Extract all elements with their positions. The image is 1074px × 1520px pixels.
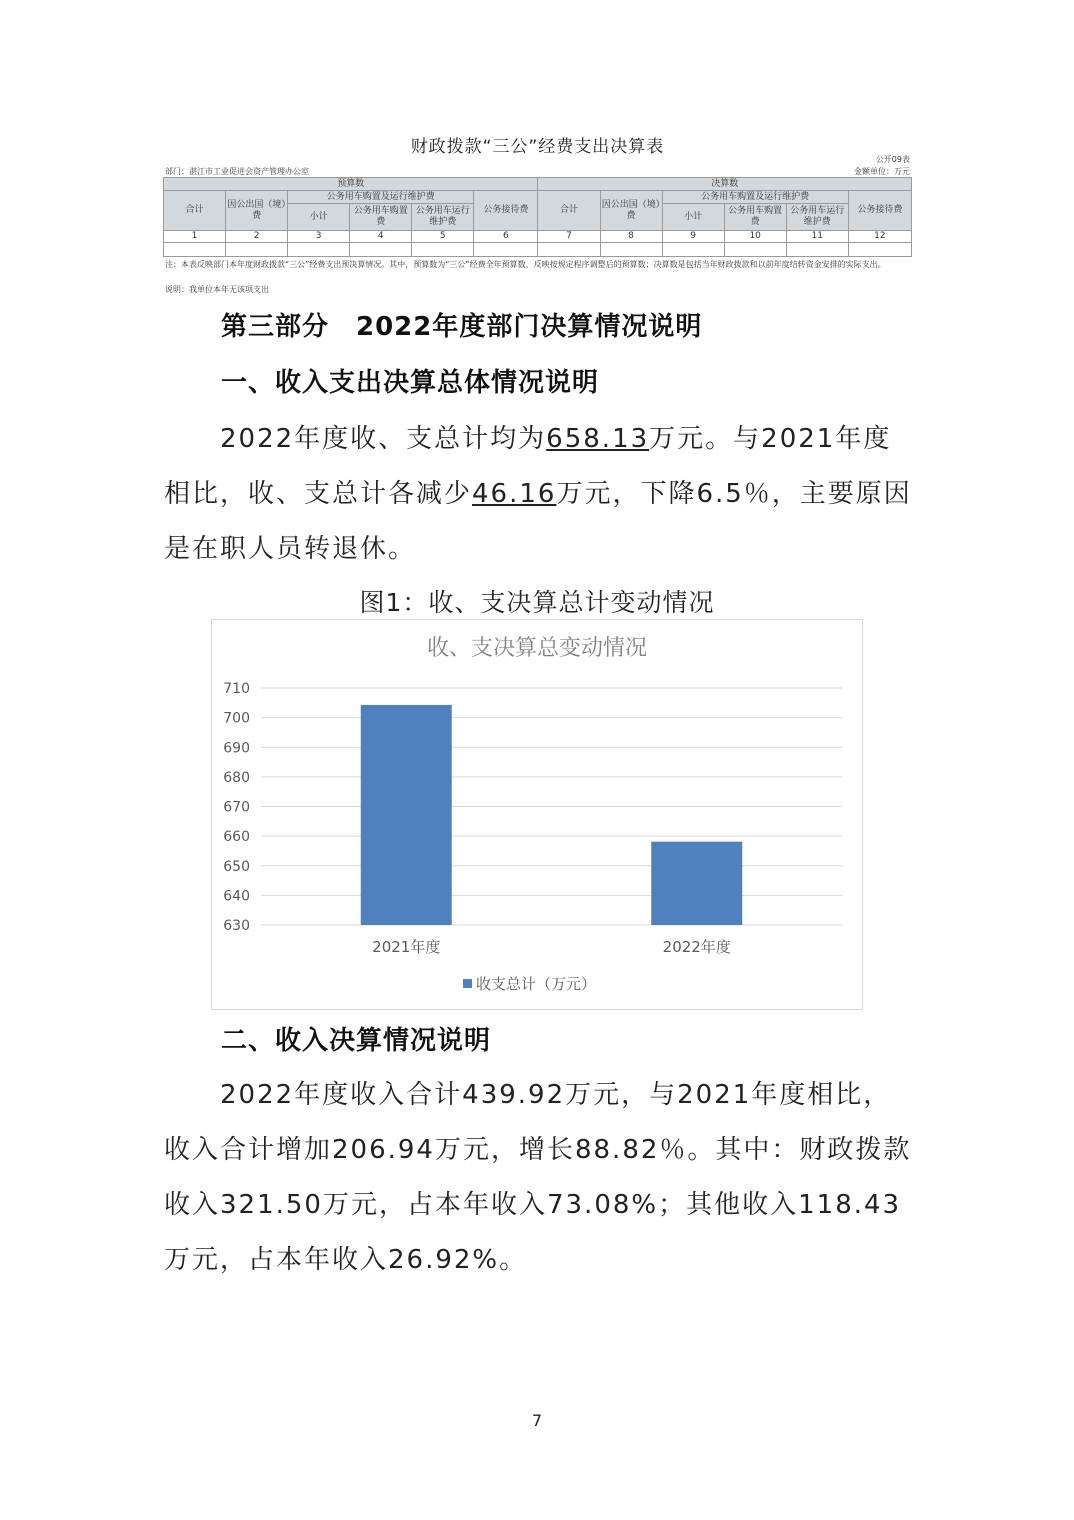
page-number: 7 <box>531 1411 543 1430</box>
table-department: 部门：湛江市工业促进会资产管理办公室 <box>165 167 309 176</box>
paragraph-text: 2022年度收、支总计均为 <box>220 424 547 454</box>
col-number: 2 <box>226 231 288 243</box>
table-header-cell: 公务接待费 <box>848 191 911 231</box>
legend-swatch <box>463 979 472 988</box>
y-tick-label: 630 <box>223 918 250 934</box>
table-header-cell: 公务用车运行维护费 <box>412 204 474 231</box>
table-header-cell: 合计 <box>164 191 226 231</box>
y-tick-label: 670 <box>223 799 250 816</box>
table-cell <box>226 243 288 257</box>
section-two-title: 二、收入决算情况说明 <box>221 1026 492 1056</box>
table-header-cell: 公务接待费 <box>474 191 538 231</box>
chart-title: 收、支决算总变动情况 <box>426 636 648 661</box>
x-tick-label: 2021年度 <box>372 938 441 956</box>
part-three-title: 第三部分 2022年度部门决算情况说明 <box>221 312 703 342</box>
paragraph-text: 2022年度收入合计439.92万元，与2021年度相比，收入合计增加206.94万元，增长88.82％。其中：财政拨款收入321.50万元，占本年收入73.08%；其他收入118.43万元，占本年收入26.92%。 <box>164 1080 912 1275</box>
col-number: 5 <box>412 231 474 243</box>
table-cell <box>538 243 600 257</box>
col-number: 9 <box>662 231 724 243</box>
section-two-paragraph <box>164 1068 914 1288</box>
bar <box>651 842 742 925</box>
section-one-paragraph <box>164 412 914 577</box>
final-header: 决算数 <box>538 178 912 191</box>
y-tick-label: 640 <box>223 888 250 905</box>
table-cell <box>412 243 474 257</box>
table-title: 财政拨款“三公”经费支出决算表 <box>410 137 665 157</box>
table-header-cell: 公务用车购置费 <box>724 204 786 231</box>
bar-chart <box>211 619 863 1010</box>
y-tick-label: 690 <box>223 740 250 757</box>
table-unit: 金额单位：万元 <box>854 167 910 176</box>
table-cell <box>724 243 786 257</box>
table-cell <box>600 243 662 257</box>
y-tick-label: 700 <box>223 710 250 727</box>
vehicle-subheader: 公务用车购置及运行维护费 <box>662 191 848 204</box>
col-number: 11 <box>786 231 848 243</box>
table-cell <box>164 243 226 257</box>
table-header-cell: 公务用车购置费 <box>350 204 412 231</box>
expense-table <box>163 177 912 257</box>
y-tick-label: 660 <box>223 829 250 846</box>
bar <box>361 705 452 925</box>
table-cell <box>662 243 724 257</box>
vehicle-subheader: 公务用车购置及运行维护费 <box>288 191 474 204</box>
table-header-cell: 合计 <box>538 191 600 231</box>
col-number: 7 <box>538 231 600 243</box>
table-header-cell: 公务用车运行维护费 <box>786 204 848 231</box>
section-one-title: 一、收入支出决算总体情况说明 <box>221 368 600 398</box>
col-number: 12 <box>848 231 911 243</box>
table-note: 注：本表反映部门本年度财政拨款“三公”经费支出预决算情况。其中，预算数为“三公”经费全年预算数，反映按规定程序调整后的预算数；决算数是包括当年财政拨款和以前年度结转资金安排的实际支出。 <box>165 260 886 269</box>
table-header-cell: 小计 <box>662 204 724 231</box>
paragraph-text: 万元，下降6.5％，主要原因是在职人员转退休。 <box>164 479 912 564</box>
total-value: 658.13 <box>546 424 650 454</box>
y-tick-label: 680 <box>223 769 250 786</box>
y-tick-label: 710 <box>223 681 250 697</box>
x-tick-label: 2022年度 <box>662 938 731 956</box>
table-note-2: 说明：我单位本年无该项支出 <box>165 285 269 294</box>
chart-svg <box>212 620 862 1009</box>
table-cell <box>848 243 911 257</box>
col-number: 8 <box>600 231 662 243</box>
col-number: 1 <box>164 231 226 243</box>
budget-header: 预算数 <box>164 178 538 191</box>
paragraph-text: 万元。与2021年度相比，收、支总计各减少 <box>164 424 892 509</box>
col-number: 10 <box>724 231 786 243</box>
legend-label: 收支总计（万元） <box>476 975 597 993</box>
table-header-cell: 因公出国（境）费 <box>600 191 662 231</box>
table-header-cell: 小计 <box>288 204 350 231</box>
figure-caption: 图1：收、支决算总计变动情况 <box>359 588 715 617</box>
three-public-expense-table <box>163 128 912 296</box>
decrease-value: 46.16 <box>472 479 557 509</box>
table-cell <box>350 243 412 257</box>
table-cell <box>288 243 350 257</box>
col-number: 6 <box>474 231 538 243</box>
table-cell <box>474 243 538 257</box>
col-number: 4 <box>350 231 412 243</box>
table-form-number: 公开09表 <box>875 155 910 164</box>
y-tick-label: 650 <box>223 858 250 875</box>
col-number: 3 <box>288 231 350 243</box>
table-cell <box>786 243 848 257</box>
table-header-cell: 因公出国（境）费 <box>226 191 288 231</box>
